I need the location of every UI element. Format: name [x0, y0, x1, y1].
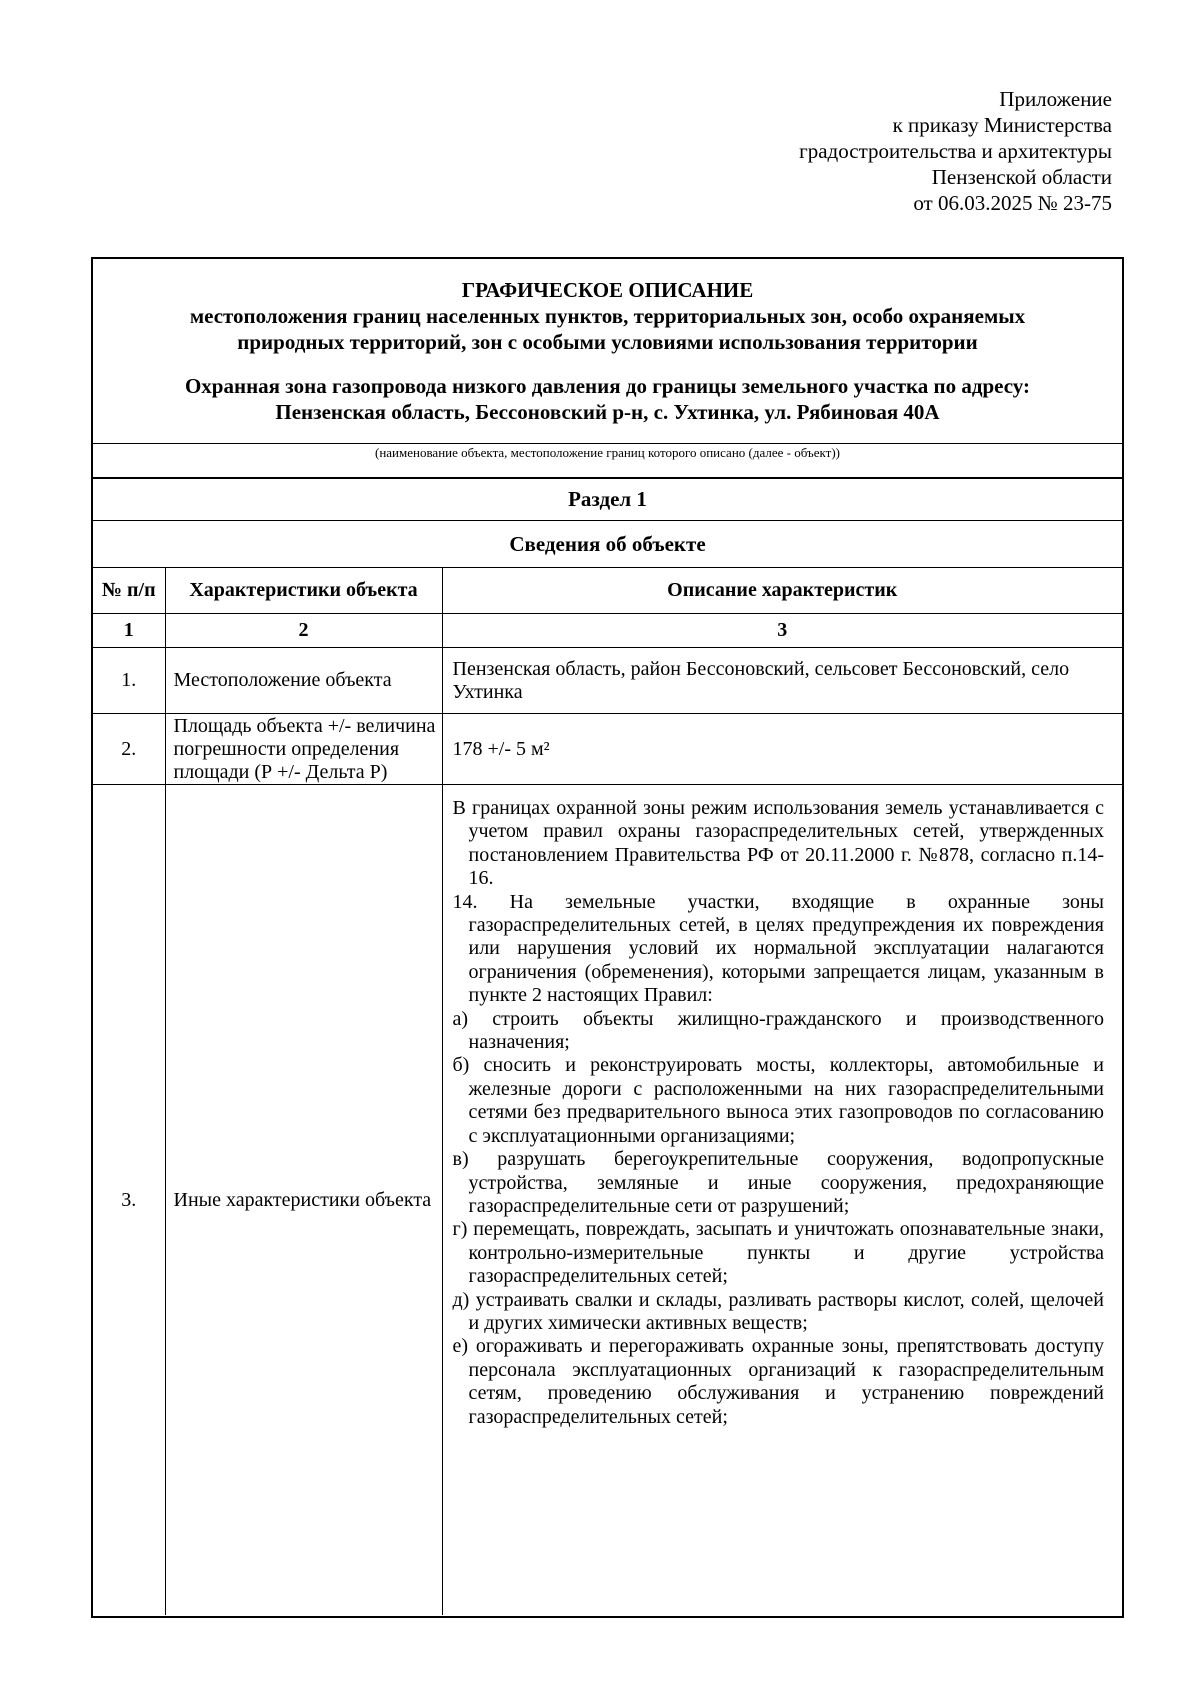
restriction-item: б) сносить и реконструировать мосты, коллекторы, автомобильные и железные дороги с расположенными на них газораспределительными сетями без предварительного выноса этих газопроводов по согласованию с эксплуатационными организациями; [452, 1054, 1104, 1147]
document-subtitle-line: природных территорий, зон с особыми условиями использования территории [237, 330, 978, 354]
appendix-line: к приказу Министерства [892, 113, 1112, 137]
restriction-item: в) разрушать берегоукрепительные сооружения, водопропускные устройства, земляные и иные сооружения, предохраняющие газораспределительные сети от разрушений; [452, 1148, 1104, 1217]
column-number-row [93, 614, 1122, 648]
object-name-line: Пензенская область, Бессоновский р-н, с. Ухтинка, ул. Рябиновая 40А [275, 400, 940, 424]
row-characteristic: Иные характеристики объекта [165, 785, 442, 1616]
row-description [442, 785, 1122, 1616]
restriction-item: а) строить объекты жилищно-гражданского и производственного назначения; [452, 1007, 1104, 1054]
section-label: Раздел 1 [93, 478, 1122, 521]
row-description: 178 +/- 5 м² [442, 714, 1122, 785]
title-block [93, 259, 1122, 444]
row-description: Пензенская область, район Бессоновский, сельсовет Бессоновский, село Ухтинка [442, 648, 1122, 714]
row-characteristic: Местоположение объекта [165, 648, 442, 714]
table-row [93, 714, 1122, 785]
row-number: 3. [93, 785, 165, 1616]
column-number: 3 [442, 614, 1122, 648]
column-header: № п/п [101, 579, 156, 601]
appendix-line: Пензенской области [931, 165, 1112, 189]
section-name: Сведения об объекте [93, 521, 1122, 568]
restriction-item: е) огораживать и перегораживать охранные зоны, препятствовать доступу персонала эксплуатационных организаций к газораспределительным сетям, проведению обслуживания и устранению повреждений газораспределительных сетей; [452, 1335, 1104, 1428]
column-number: 1 [93, 614, 165, 648]
restriction-item: г) перемещать, повреждать, засыпать и уничтожать опознавательные знаки, контрольно-измерительные пункты и другие устройства газораспределительных сетей; [452, 1218, 1104, 1288]
document-heading: ГРАФИЧЕСКОЕ ОПИСАНИЕ [461, 278, 754, 302]
row-number: 1. [93, 648, 165, 714]
restriction-item: д) устраивать свалки и склады, разливать растворы кислот, солей, щелочей и других химически активных веществ; [452, 1288, 1104, 1334]
column-header: Описание характеристик [442, 568, 1122, 614]
row-characteristic: Площадь объекта +/- величина погрешности определения площади (Р +/- Дельта Р) [165, 714, 442, 785]
column-number: 2 [165, 614, 442, 648]
table-header-row [93, 568, 1122, 614]
appendix-order-line: от 06.03.2025 № 23-75 [913, 191, 1112, 215]
description-paragraph: В границах охранной зоны режим использования земель устанавливается с учетом правил охраны газораспределительных сетей, утвержденных постановлением Правительства РФ от 20.11.2000 г. №878, согласно п.14-16. [452, 797, 1104, 890]
appendix-line: Приложение [999, 87, 1112, 111]
object-info-table [93, 568, 1122, 1615]
table-row [93, 785, 1122, 1616]
description-paragraph: 14. На земельные участки, входящие в охранные зоны газораспределительных сетей, в целях предупреждения их повреждения или нарушения условий их нормальной эксплуатации налагаются ограничения (обременения), которыми запрещается лицам, указанным в пункте 2 настоящих Правил: [452, 890, 1104, 1007]
document-frame [91, 257, 1124, 1618]
appendix-line: градостроительства и архитектуры [799, 139, 1112, 163]
column-header: Характеристики объекта [165, 568, 442, 614]
table-row [93, 648, 1122, 714]
row-number: 2. [93, 714, 165, 785]
object-caption: (наименование объекта, местоположение границ которого описано (далее - объект)) [93, 444, 1122, 478]
document-subtitle-line: местоположения границ населенных пунктов, территориальных зон, особо охраняемых [189, 304, 1026, 328]
object-name-line: Охранная зона газопровода низкого давления до границы земельного участка по адресу: [184, 374, 1031, 398]
appendix-block [592, 86, 1112, 216]
